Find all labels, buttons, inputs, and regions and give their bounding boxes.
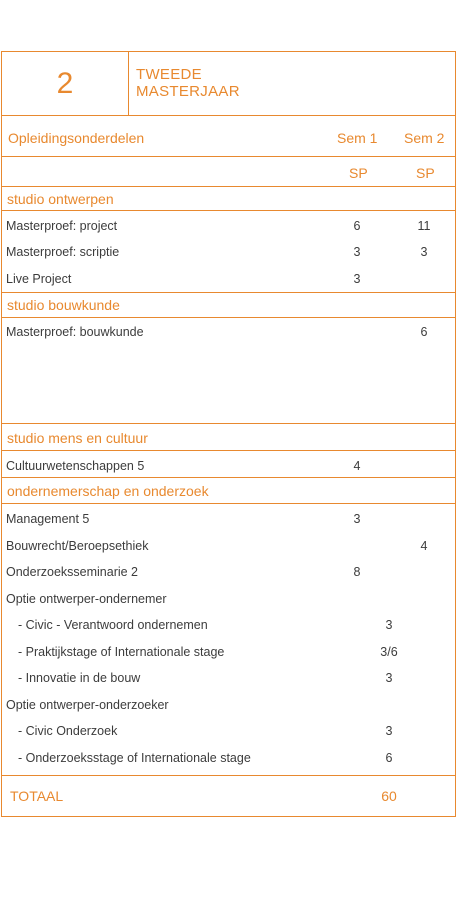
divider: [2, 317, 455, 318]
divider: [2, 292, 455, 293]
column-header-label: Opleidingsonderdelen: [8, 130, 145, 146]
table-row: [2, 590, 455, 608]
table-row: [2, 457, 455, 475]
course-name: Masterproef: scriptie: [6, 245, 120, 259]
table-row: [2, 243, 455, 261]
course-name: Masterproef: project: [6, 219, 118, 233]
table-row: [2, 270, 455, 288]
section-title-ontwerpen: studio ontwerpen: [7, 191, 114, 207]
divider: [2, 423, 455, 424]
sem2-value: 11: [417, 219, 431, 233]
course-name: Live Project: [6, 272, 72, 286]
option-value: 6: [385, 751, 393, 765]
divider: [2, 503, 455, 504]
course-name: - Civic Onderzoek: [18, 724, 118, 738]
sem1-value: 3: [353, 245, 361, 259]
divider: [2, 775, 455, 776]
section-title-bouwkunde: studio bouwkunde: [7, 297, 120, 313]
unit-sem2: SP: [416, 165, 435, 181]
unit-sem1: SP: [349, 165, 368, 181]
table-row: [2, 696, 455, 714]
total-value: 60: [381, 788, 397, 804]
table-row: [2, 510, 455, 528]
option-value: 3: [385, 671, 393, 685]
table-row: [2, 643, 455, 661]
option-name: Optie ontwerper-ondernemer: [6, 592, 167, 606]
course-name: Masterproef: bouwkunde: [6, 325, 144, 339]
column-header-sem1: Sem 1: [337, 130, 378, 146]
sem2-value: 3: [420, 245, 428, 259]
sem1-value: 8: [353, 565, 361, 579]
sem2-value: 6: [420, 325, 428, 339]
table-row: [2, 323, 455, 341]
header-divider: [128, 52, 129, 115]
sem1-value: 3: [353, 272, 361, 286]
total-label: TOTAAL: [10, 788, 64, 804]
table-row: [2, 669, 455, 687]
sem1-value: 6: [353, 219, 361, 233]
year-title: TWEEDE MASTERJAAR: [136, 66, 240, 100]
course-name: Management 5: [6, 512, 90, 526]
course-name: Cultuurwetenschappen 5: [6, 459, 145, 473]
year-number: 2: [56, 67, 74, 100]
course-name: - Praktijkstage of Internationale stage: [18, 645, 225, 659]
table-row: [2, 217, 455, 235]
course-name: - Civic - Verantwoord ondernemen: [18, 618, 208, 632]
option-value: 3/6: [380, 645, 398, 659]
table-row: [2, 537, 455, 555]
table-row: [2, 749, 455, 767]
table-row: [2, 722, 455, 740]
course-name: - Onderzoeksstage of Internationale stage: [18, 751, 251, 765]
divider: [2, 450, 455, 451]
sem2-value: 4: [420, 539, 428, 553]
sem1-value: 3: [353, 512, 361, 526]
section-title-mens-en-cultuur: studio mens en cultuur: [7, 430, 148, 446]
course-name: - Innovatie in de bouw: [18, 671, 141, 685]
option-value: 3: [385, 724, 393, 738]
course-name: Bouwrecht/Beroepsethiek: [6, 539, 149, 553]
curriculum-table: [1, 51, 456, 817]
table-row: [2, 616, 455, 634]
divider: [2, 115, 455, 116]
table-row: [2, 563, 455, 581]
option-value: 3: [385, 618, 393, 632]
divider: [2, 156, 455, 157]
column-header-sem2: Sem 2: [404, 130, 445, 146]
divider: [2, 210, 455, 211]
divider: [2, 186, 455, 187]
sem1-value: 4: [353, 459, 361, 473]
divider: [2, 477, 455, 478]
option-name: Optie ontwerper-onderzoeker: [6, 698, 169, 712]
course-name: Onderzoeksseminarie 2: [6, 565, 139, 579]
section-title-ondernemerschap: ondernemerschap en onderzoek: [7, 483, 209, 499]
